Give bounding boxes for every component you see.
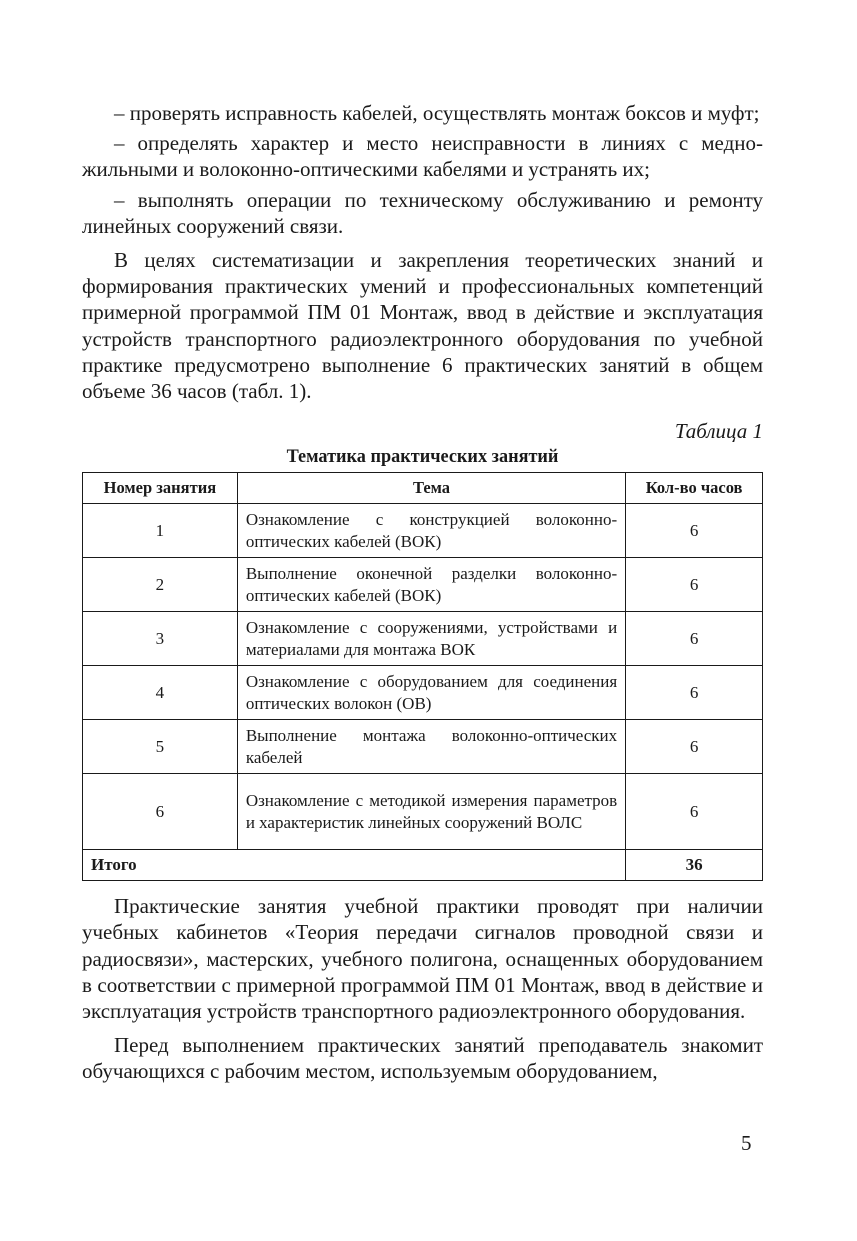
- table-row: [83, 666, 763, 720]
- table-total-row: [83, 850, 763, 881]
- header-hours: Кол-во часов: [626, 473, 763, 504]
- lesson-topic: Ознакомление с методикой измерения параметров и характеристик линейных сооружений ВОЛС: [237, 774, 625, 850]
- lesson-hours: 6: [626, 774, 763, 850]
- lesson-topic: Ознакомление с сооружениями, устройствами и материалами для монтажа ВОК: [237, 612, 625, 666]
- table-row: [83, 774, 763, 850]
- header-lesson-number: Номер занятия: [83, 473, 238, 504]
- lesson-topic: Выполнение монтажа волоконно-оптических кабелей: [237, 720, 625, 774]
- paragraph-1: В целях систематизации и закрепления теоретических знаний и формирования практических умений и профессиональных компетенций примерной программой ПМ 01 Монтаж, ввод в действие и эксплуатация устройств транспортного радиоэлектронного оборудования по учебной практике предусмотрено выполнение 6 практических занятий в общем объеме 36 часов (табл. 1).: [82, 248, 763, 404]
- total-label: Итого: [83, 850, 626, 881]
- table-row: [83, 720, 763, 774]
- lesson-topic: Ознакомление с конструкцией волоконно-оптических кабелей (ВОК): [237, 504, 625, 558]
- lesson-number: 3: [83, 612, 238, 666]
- lesson-number: 6: [83, 774, 238, 850]
- intro-item-2: – определять характер и место неисправности в линиях с медножильными и волоконно-оптическими кабелями и устранять их;: [82, 131, 763, 182]
- page-number: 5: [741, 1131, 752, 1155]
- paragraph-2: Практические занятия учебной практики проводят при наличии учебных кабинетов «Теория передачи сигналов проводной связи и радиосвязи», мастерских, учебного полигона, оснащенных оборудованием в соответствии с примерной программой ПМ 01 Монтаж, ввод в действие и эксплуатация устройств транспортного радиоэлектронного оборудования.: [82, 894, 763, 1024]
- intro-item-3: – выполнять операции по техническому обслуживанию и ремонту линейных сооружений связи.: [82, 187, 763, 238]
- table-row: [83, 504, 763, 558]
- lesson-hours: 6: [626, 720, 763, 774]
- intro-item-1: – проверять исправность кабелей, осуществлять монтаж боксов и муфт;: [114, 101, 760, 125]
- topics-table: [82, 472, 763, 881]
- lesson-hours: 6: [626, 612, 763, 666]
- lesson-number: 2: [83, 558, 238, 612]
- lesson-hours: 6: [626, 558, 763, 612]
- lesson-topic: Ознакомление с оборудованием для соединения оптических волокон (ОВ): [237, 666, 625, 720]
- table-title: Тематика практических занятий: [286, 446, 559, 468]
- lesson-topic: Выполнение оконечной разделки волоконно-оптических кабелей (ВОК): [237, 558, 625, 612]
- table-header-row: [83, 473, 763, 504]
- lesson-hours: 6: [626, 504, 763, 558]
- lesson-number: 5: [83, 720, 238, 774]
- table-row: [83, 612, 763, 666]
- lesson-number: 4: [83, 666, 238, 720]
- lesson-number: 1: [83, 504, 238, 558]
- header-topic: Тема: [237, 473, 625, 504]
- lesson-hours: 6: [626, 666, 763, 720]
- page-content: [82, 100, 763, 1085]
- table-label: Таблица 1: [674, 419, 763, 444]
- paragraph-3: Перед выполнением практических занятий преподаватель знакомит обучающихся с рабочим местом, используемым оборудованием,: [82, 1033, 763, 1084]
- total-hours: 36: [626, 850, 763, 881]
- table-row: [83, 558, 763, 612]
